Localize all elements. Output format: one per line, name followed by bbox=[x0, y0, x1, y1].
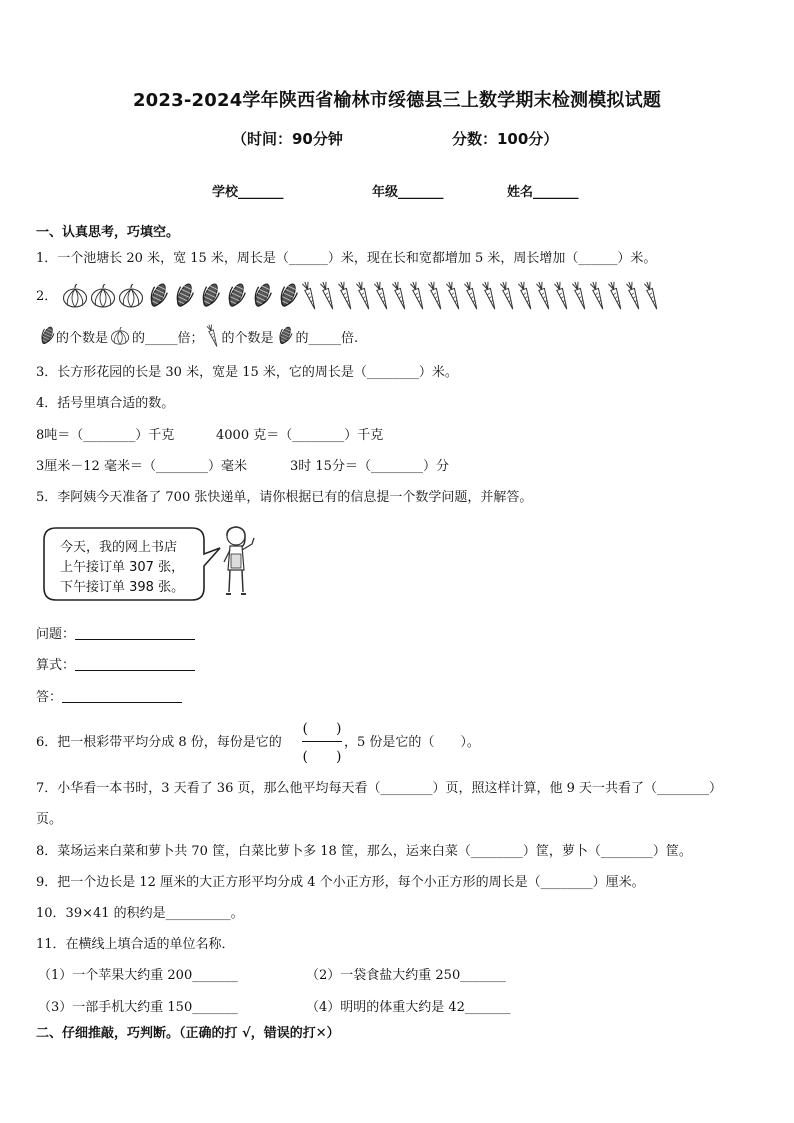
question-blank[interactable] bbox=[75, 625, 195, 640]
corn-icon bbox=[276, 324, 294, 354]
question-8: 8．菜场运来白菜和萝卜共 70 筐，白菜比萝卜多 18 筐，那么，运来白菜（________）筐，萝卜（________）筐。 bbox=[36, 844, 692, 859]
question-11-4: （4）明明的体重大约是 42_______ bbox=[306, 1000, 511, 1015]
pumpkin-icon bbox=[110, 327, 130, 351]
carrot-icon bbox=[554, 281, 570, 311]
q2-text-b: 的_____倍； bbox=[132, 331, 204, 346]
question-9: 9．把一个边长是 12 厘米的大正方形平均分成 4 个小正方形，每个小正方形的周长是（________）厘米。 bbox=[36, 875, 645, 890]
carrot-icon bbox=[482, 281, 498, 311]
question-2-text bbox=[38, 324, 358, 354]
carrot-icon bbox=[410, 281, 426, 311]
pumpkin-icon bbox=[62, 284, 88, 308]
pumpkin-icon bbox=[90, 284, 116, 308]
carrot-icon bbox=[608, 281, 624, 311]
carrot-icon bbox=[464, 281, 480, 311]
fraction-bar bbox=[302, 741, 342, 742]
carrot-icon bbox=[644, 281, 660, 311]
school-field[interactable]: 学校_______ bbox=[212, 185, 284, 200]
exam-score: 分数：100分） bbox=[452, 130, 559, 148]
fraction-blank[interactable] bbox=[300, 716, 344, 768]
carrot-icon bbox=[572, 281, 588, 311]
carrot-icon bbox=[626, 281, 642, 311]
fraction-denominator: ( ) bbox=[302, 749, 342, 765]
carrot-icon bbox=[374, 281, 390, 311]
question-6-b: ，5 份是它的（ ）。 bbox=[344, 735, 480, 750]
corn-icon bbox=[172, 281, 196, 311]
corn-icon bbox=[224, 281, 248, 311]
corn-icon bbox=[250, 281, 274, 311]
question-3: 3．长方形花园的长是 30 米，宽是 15 米，它的周长是（________）米。 bbox=[36, 365, 458, 380]
carrot-icon bbox=[428, 281, 444, 311]
pumpkin-icon bbox=[118, 284, 144, 308]
q5-answer-label bbox=[36, 688, 182, 707]
question-1: 1．一个池塘长 20 米，宽 15 米，周长是（______）米，现在长和宽都增加 5 米，周长增加（______）米。 bbox=[36, 251, 657, 266]
carrot-icon bbox=[302, 281, 318, 311]
corn-icon bbox=[146, 281, 170, 311]
bubble-line-1: 今天，我的网上书店 bbox=[60, 540, 178, 555]
q5-question-label bbox=[36, 625, 195, 644]
answer-label: 答： bbox=[36, 690, 63, 705]
speech-bubble bbox=[42, 526, 208, 602]
woman-icon bbox=[218, 526, 258, 604]
carrot-icon bbox=[518, 281, 534, 311]
question-7-a: 7．小华看一本书时，3 天看了 36 页，那么他平均每天看（________）页，照这样计算，他 9 天一共看了（________） bbox=[36, 781, 723, 796]
q5-formula-label bbox=[36, 656, 195, 675]
carrot-icon bbox=[500, 281, 516, 311]
corn-icon bbox=[276, 281, 300, 311]
fraction-numerator: ( ) bbox=[302, 721, 342, 737]
section-2-heading: 二、仔细推敲，巧判断。（正确的打 √，错误的打✕） bbox=[36, 1026, 340, 1041]
page-title: 2023-2024学年陕西省榆林市绥德县三上数学期末检测模拟试题 bbox=[132, 90, 662, 111]
question-11-1: （1）一个苹果大约重 200_______ bbox=[38, 968, 238, 983]
carrot-icon bbox=[536, 281, 552, 311]
carrot-icon bbox=[356, 281, 372, 311]
question-7-b: 页。 bbox=[36, 812, 63, 827]
question-4-c: 3厘米－12 毫米＝（________）毫米 bbox=[36, 459, 247, 474]
question-2-number: 2． bbox=[36, 289, 58, 304]
section-1-heading: 一、认真思考，巧填空。 bbox=[36, 225, 180, 240]
woman-illustration bbox=[218, 526, 258, 608]
carrot-icon bbox=[206, 324, 220, 354]
formula-blank[interactable] bbox=[75, 656, 195, 671]
bubble-line-3: 下午接订单 398 张。 bbox=[60, 580, 185, 595]
q2-text-d: 的_____倍. bbox=[295, 331, 359, 346]
carrot-icon bbox=[392, 281, 408, 311]
answer-blank[interactable] bbox=[62, 688, 182, 703]
question-label: 问题： bbox=[36, 627, 76, 642]
question-10: 10．39×41 的积约是__________。 bbox=[36, 906, 244, 921]
question-4-b: 4000 克＝（________）千克 bbox=[216, 428, 384, 443]
question-4: 4．括号里填合适的数。 bbox=[36, 396, 175, 411]
question-6-a: 6．把一根彩带平均分成 8 份，每份是它的 bbox=[36, 735, 282, 750]
formula-label: 算式： bbox=[36, 658, 76, 673]
name-field[interactable]: 姓名_______ bbox=[507, 185, 579, 200]
question-5: 5．李阿姨今天准备了 700 张快递单，请你根据已有的信息提一个数学问题，并解答。 bbox=[36, 490, 533, 505]
question-11: 11．在横线上填合适的单位名称． bbox=[36, 937, 235, 952]
grade-field[interactable]: 年级_______ bbox=[372, 185, 444, 200]
corn-icon bbox=[198, 281, 222, 311]
question-4-a: 8吨＝（________）千克 bbox=[36, 428, 175, 443]
carrot-icon bbox=[590, 281, 606, 311]
exam-time: （时间：90分钟 bbox=[232, 130, 343, 148]
corn-icon bbox=[38, 324, 56, 354]
carrot-icon bbox=[446, 281, 462, 311]
question-11-3: （3）一部手机大约重 150_______ bbox=[38, 1000, 238, 1015]
question-2-icon-row bbox=[62, 279, 660, 313]
carrot-icon bbox=[338, 281, 354, 311]
q2-text-a: 的个数是 bbox=[56, 331, 109, 346]
question-11-2: （2）一袋食盐大约重 250_______ bbox=[306, 968, 506, 983]
question-4-d: 3时 15分＝（________）分 bbox=[290, 459, 449, 474]
bubble-line-2: 上午接订单 307 张， bbox=[60, 560, 185, 575]
q2-text-c: 的个数是 bbox=[221, 331, 274, 346]
carrot-icon bbox=[320, 281, 336, 311]
